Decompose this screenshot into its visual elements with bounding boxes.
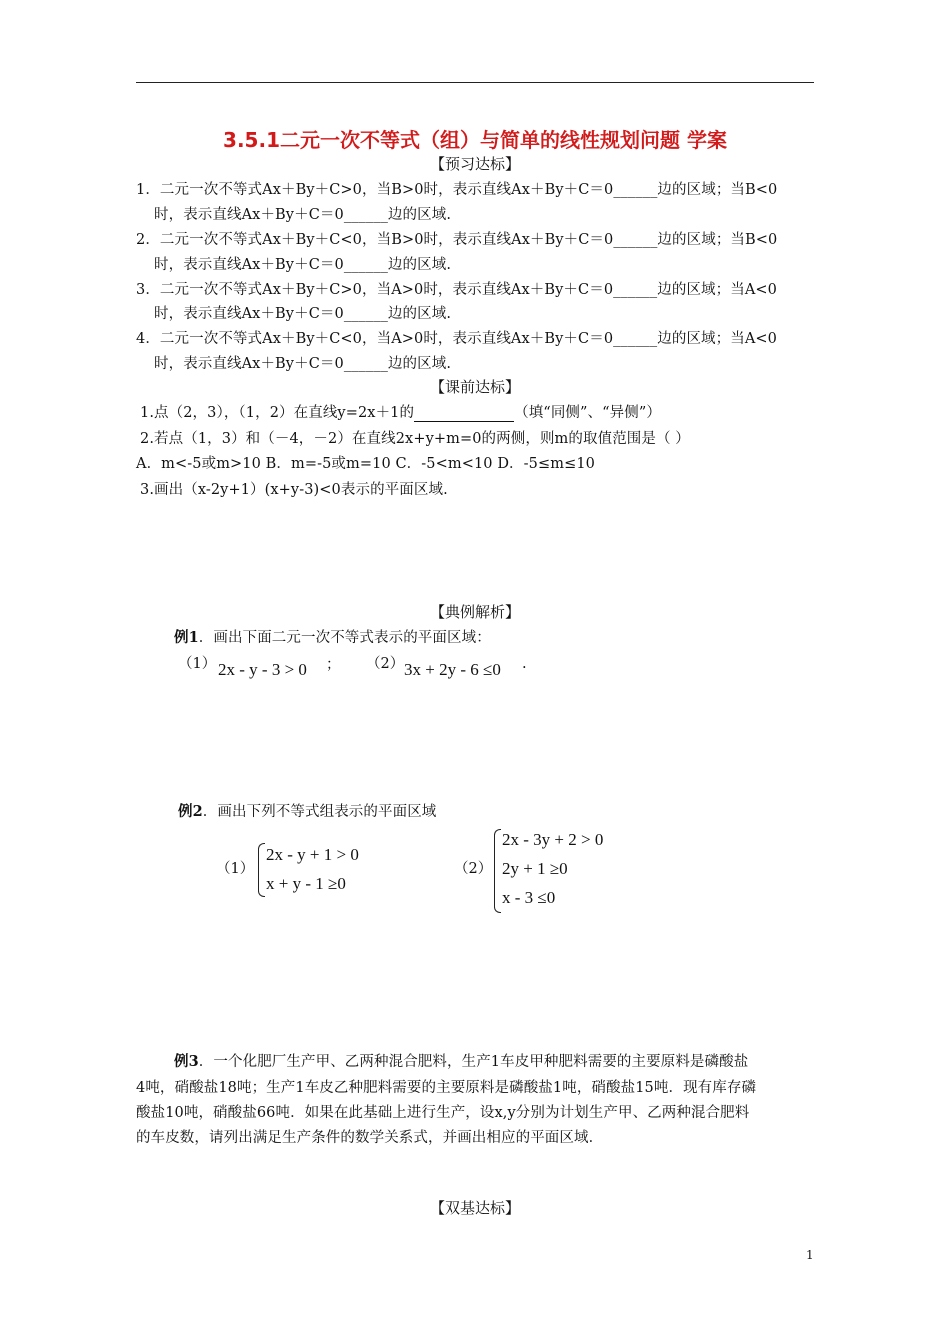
example-1-inequality-1: 2x - y - 3 > 0 bbox=[218, 660, 307, 679]
answer-blank bbox=[414, 407, 514, 422]
page-number: 1 bbox=[806, 1248, 814, 1262]
section-preview: 【预习达标】 bbox=[429, 155, 520, 173]
preclass-q1 bbox=[140, 401, 661, 422]
system-1-inequality-1: 2x - y + 1 > 0 bbox=[266, 845, 359, 864]
example-1-period: . bbox=[522, 656, 527, 672]
system-1-inequality-2: x + y - 1 ≥0 bbox=[266, 874, 346, 893]
preview-item-3-line-1: 3．二元一次不等式Ax＋By＋C>0，当A>0时，表示直线Ax＋By＋C＝0______边的区域；当A<0 bbox=[136, 282, 777, 298]
example-1-prompt: ．画出下面二元一次不等式表示的平面区域： bbox=[198, 630, 491, 646]
preclass-q2-options: A．m<-5或m>10 B．m=-5或m=10 C．-5<m<10 D．-5≤m≤10 bbox=[136, 456, 595, 472]
example-1-label: 例1 bbox=[174, 629, 199, 646]
example-2-label: 例2 bbox=[178, 803, 203, 820]
example-1-inequality-2: 3x + 2y - 6 ≤0 bbox=[404, 660, 501, 679]
section-examples: 【典例解析】 bbox=[429, 603, 520, 621]
preview-item-1-line-1: 1．二元一次不等式Ax＋By＋C>0，当B>0时，表示直线Ax＋By＋C＝0______边的区域；当B<0 bbox=[136, 182, 778, 198]
preview-item-2-line-2: 时，表示直线Ax＋By＋C＝0______边的区域. bbox=[154, 257, 452, 273]
preclass-q1-text: 1.点（2，3），（1，2）在直线y=2x＋1的 bbox=[140, 405, 415, 421]
example-1-separator: ； bbox=[326, 657, 341, 673]
preview-item-2-line-1: 2．二元一次不等式Ax＋By＋C<0，当B>0时，表示直线Ax＋By＋C＝0______边的区域；当B<0 bbox=[136, 232, 778, 248]
example-2-heading bbox=[178, 800, 436, 821]
system-2-brace bbox=[494, 829, 501, 913]
page-title: 3.5.1二元一次不等式（组）与简单的线性规划问题 学案 bbox=[223, 128, 727, 152]
system-2-inequality-1: 2x - 3y + 2 > 0 bbox=[502, 830, 604, 849]
example-1-part-1-label: （1） bbox=[178, 656, 217, 672]
example-2-part-1-label: （1） bbox=[216, 861, 255, 877]
example-1-part-2-label: （2） bbox=[366, 656, 405, 672]
preview-item-4-line-2: 时，表示直线Ax＋By＋C＝0______边的区域. bbox=[154, 356, 452, 372]
preclass-q3: 3.画出（x-2y+1）(x+y-3)<0表示的平面区域. bbox=[140, 482, 448, 498]
preview-item-1-line-2: 时，表示直线Ax＋By＋C＝0______边的区域. bbox=[154, 207, 452, 223]
section-preclass: 【课前达标】 bbox=[429, 378, 520, 396]
example-2-part-2-label: （2） bbox=[454, 861, 493, 877]
example-3-line-2: 4吨，硝酸盐18吨；生产1车皮乙种肥料需要的主要原料是磷酸盐1吨，硝酸盐15吨．现有库存磷 bbox=[136, 1080, 757, 1096]
system-2-inequality-2: 2y + 1 ≥0 bbox=[502, 859, 568, 878]
preclass-q2: 2.若点（1，3）和（－4，－2）在直线2x+y+m=0的两侧，则m的取值范围是（ ） bbox=[140, 431, 690, 447]
header-rule bbox=[136, 82, 814, 83]
example-3-text-1: ．一个化肥厂生产甲、乙两种混合肥料，生产1车皮甲种肥料需要的主要原料是磷酸盐 bbox=[198, 1054, 749, 1070]
example-3-label: 例3 bbox=[174, 1053, 199, 1070]
system-1-brace bbox=[258, 843, 265, 897]
example-3-line-1 bbox=[174, 1050, 748, 1071]
system-2-inequality-3: x - 3 ≤0 bbox=[502, 888, 556, 907]
section-double: 【双基达标】 bbox=[429, 1199, 520, 1217]
preclass-q1-hint: （填“同侧”、“异侧”） bbox=[514, 405, 661, 421]
example-2-prompt: ．画出下列不等式组表示的平面区域 bbox=[202, 804, 437, 820]
example-3-line-4: 的车皮数，请列出满足生产条件的数学关系式，并画出相应的平面区域． bbox=[136, 1130, 604, 1146]
preview-item-4-line-1: 4．二元一次不等式Ax＋By＋C<0，当A>0时，表示直线Ax＋By＋C＝0______边的区域；当A<0 bbox=[136, 331, 777, 347]
preview-item-3-line-2: 时，表示直线Ax＋By＋C＝0______边的区域. bbox=[154, 306, 452, 322]
example-1-heading bbox=[174, 626, 491, 647]
example-3-line-3: 酸盐10吨，硝酸盐66吨．如果在此基础上进行生产，设x,y分别为计划生产甲、乙两种混合肥料 bbox=[136, 1105, 750, 1121]
